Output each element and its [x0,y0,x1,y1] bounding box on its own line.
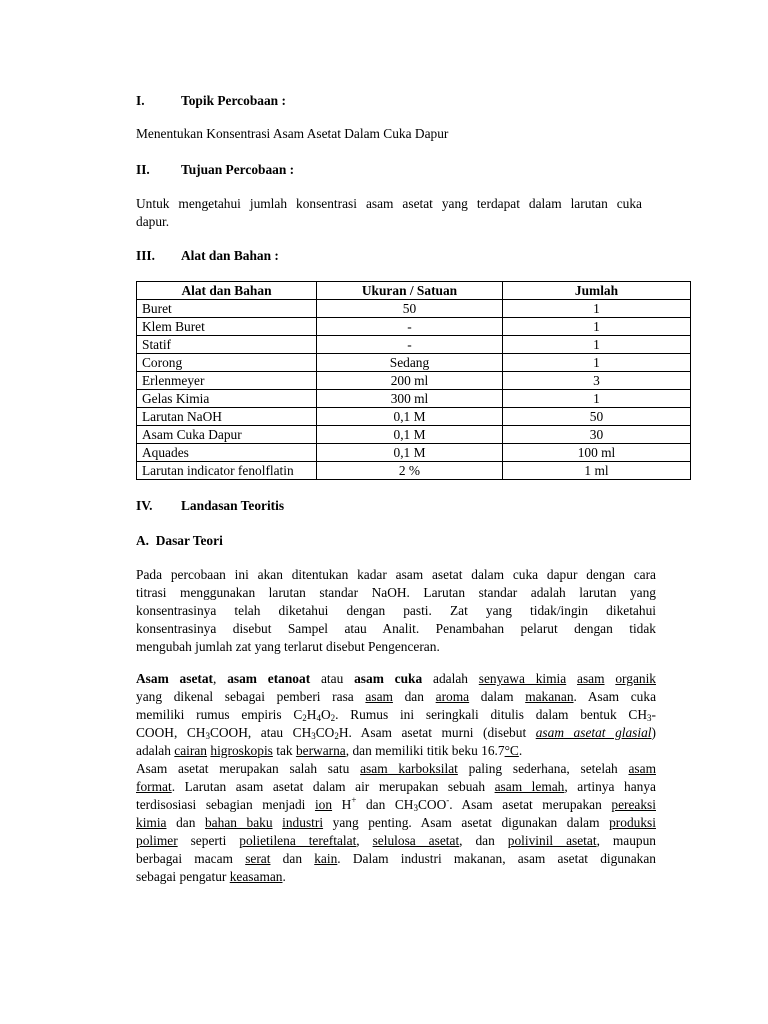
table-header-row [137,282,691,300]
table-cell: 50 [503,408,691,426]
link-bahan-baku[interactable]: bahan baku [204,815,273,830]
paragraph-line: terdisosiasi sebagian menjadi ion H+ dan $CH_3COO^-$. Asam asetat merupakan pereaksi [136,795,656,813]
link-asam[interactable]: asam [577,671,605,686]
table-cell: Larutan indicator fenolflatin [137,462,317,480]
link-senyawa-kimia[interactable]: senyawa kimia [478,671,567,686]
column-header: Jumlah [503,282,691,300]
section-1-body [136,125,656,143]
paragraph-line: COOH, $CH_3COOH$, atau $CH_3CO_2H$. Asam asetat murni (disebut asam asetat glasial) [136,725,656,741]
link-celsius[interactable]: °C [504,743,519,758]
table-row [137,408,691,426]
table-cell: 100 ml [503,444,691,462]
table-cell: 30 [503,426,691,444]
paragraph-line: Untuk mengetahui jumlah konsentrasi asam asetat yang terdapat dalam larutan cuka [136,196,642,211]
table-cell: 0,1 M [317,426,503,444]
link-cairan[interactable]: cairan [174,743,208,758]
paragraph-line: Asam asetat, asam etanoat atau asam cuka adalah senyawa kimia asam organik [136,671,657,686]
paragraph-line: berbagai macam serat dan kain. Dalam industri makanan, asam asetat digunakan [136,851,656,866]
section-number: I. [136,93,145,108]
table-cell: Corong [137,354,317,372]
table-cell: 1 [503,300,691,318]
table-cell: Aquades [137,444,317,462]
paragraph-line: titrasi menggunakan larutan standar NaOH. Larutan standar adalah larutan yang [136,585,656,600]
paragraph-line: yang dikenal sebagai pemberi rasa asam dan aroma dalam makanan. Asam cuka [136,689,657,704]
link-asam-asetat-glasial[interactable]: asam asetat glasial [535,725,652,740]
table-cell: 1 ml [503,462,691,480]
paragraph-line: kimia dan bahan baku industri yang penting. Asam asetat digunakan dalam produksi [136,815,656,830]
table-cell: 300 ml [317,390,503,408]
column-header: Ukuran / Satuan [317,282,503,300]
link-pereaksi[interactable]: pereaksi [611,797,656,812]
link-produksi[interactable]: produksi [609,815,656,830]
paragraph-line: adalah cairan higroskopis tak berwarna, dan memiliki titik beku 16.7°C. [136,743,523,758]
table-cell: 3 [503,372,691,390]
link-format[interactable]: format [136,779,172,794]
table-cell: - [317,318,503,336]
table-cell: Asam Cuka Dapur [137,426,317,444]
link-kimia[interactable]: kimia [136,815,167,830]
link-selulosa-asetat[interactable]: selulosa asetat [372,833,460,848]
link-kain[interactable]: kain [314,851,338,866]
table-cell: Larutan NaOH [137,408,317,426]
bold-term: Asam asetat [136,671,214,686]
table-cell: 1 [503,390,691,408]
table-row [137,372,691,390]
table-cell: Sedang [317,354,503,372]
link-higroskopis[interactable]: higroskopis [210,743,273,758]
table-row [137,300,691,318]
paragraph-line: sebagai pengatur keasaman. [136,869,286,884]
section-title: Alat dan Bahan : [181,248,279,263]
link-asam-lemah[interactable]: asam lemah [494,779,565,794]
bold-term: asam etanoat [227,671,311,686]
table-cell: 200 ml [317,372,503,390]
bold-term: asam cuka [354,671,423,686]
link-ion[interactable]: ion [314,797,333,812]
table-cell: 1 [503,354,691,372]
section-number: IV. [136,498,153,513]
section-number: III. [136,248,155,263]
paragraph-dasar-teori [136,566,656,656]
table-cell: 50 [317,300,503,318]
table-cell: Erlenmeyer [137,372,317,390]
paragraph-line: Pada percobaan ini akan ditentukan kadar asam asetat dalam cuka dapur dengan cara [136,567,656,582]
table-cell: Statif [137,336,317,354]
paragraph-asam-asetat [136,670,656,886]
table-cell: 1 [503,318,691,336]
paragraph-line: polimer seperti polietilena tereftalat, selulosa asetat, dan polivinil asetat, maupun [136,833,656,848]
table-cell: 1 [503,336,691,354]
table-cell: Buret [137,300,317,318]
paragraph-line: memiliki rumus empiris $C_2H_4O_2$. Rumus ini seringkali ditulis dalam bentuk $CH_3-$ [136,707,657,723]
link-polietilena-tereftalat[interactable]: polietilena tereftalat [239,833,357,848]
link-makanan[interactable]: makanan [525,689,574,704]
paragraph-line: Asam asetat merupakan salah satu asam karboksilat paling sederhana, setelah asam [136,761,656,776]
link-polimer[interactable]: polimer [136,833,178,848]
table-row [137,462,691,480]
link-industri[interactable]: industri [282,815,324,830]
section-title: Landasan Teoritis [181,498,285,513]
table-cell: - [317,336,503,354]
table-cell: Klem Buret [137,318,317,336]
paragraph-line: konsentrasinya disebut Sampel atau Analit. Penambahan pelarut dengan tidak [136,621,656,636]
link-berwarna[interactable]: berwarna [295,743,346,758]
section-title: Topik Percobaan : [181,93,286,108]
link-asam-3[interactable]: asam [628,761,656,776]
table-row [137,426,691,444]
paragraph-line: format. Larutan asam asetat dalam air merupakan sebuah asam lemah, artinya hanya [136,779,656,794]
section-number: II. [136,162,150,177]
equipment-table [136,281,691,480]
table-cell: 0,1 M [317,444,503,462]
link-serat[interactable]: serat [245,851,271,866]
table-row [137,318,691,336]
table-cell: 0,1 M [317,408,503,426]
table-row [137,390,691,408]
link-organik[interactable]: organik [615,671,657,686]
table-cell: Gelas Kimia [137,390,317,408]
paragraph-line: dapur. [136,214,170,229]
subsection-title: A. Dasar Teori [136,533,223,548]
link-polivinil-asetat[interactable]: polivinil asetat [507,833,597,848]
paragraph-line: mengubah jumlah zat yang terlarut disebut Pengenceran. [136,639,440,654]
table-row [137,336,691,354]
column-header: Alat dan Bahan [137,282,317,300]
table-row [137,354,691,372]
paragraph-line: Menentukan Konsentrasi Asam Asetat Dalam Cuka Dapur [136,126,449,141]
link-asam-2[interactable]: asam [365,689,393,704]
link-aroma[interactable]: aroma [435,689,470,704]
link-keasaman[interactable]: keasaman [229,869,283,884]
section-title: Tujuan Percobaan : [181,162,295,177]
table-cell: 2 % [317,462,503,480]
section-2-body [136,195,642,231]
paragraph-line: konsentrasinya telah diketahui dengan pasti. Zat yang tidak/ingin diketahui [136,603,656,618]
table-row [137,444,691,462]
link-asam-karboksilat[interactable]: asam karboksilat [360,761,458,776]
